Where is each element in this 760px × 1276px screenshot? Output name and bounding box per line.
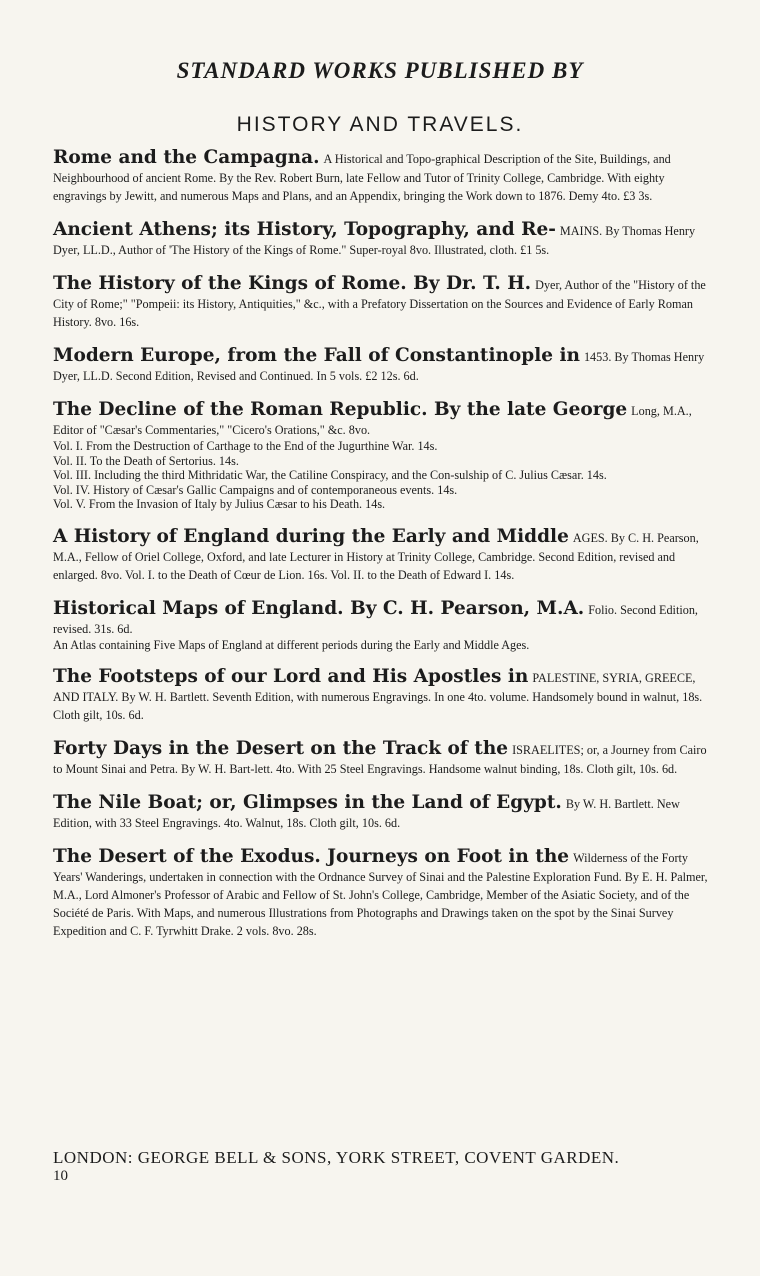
entry-paragraph	[53, 399, 708, 439]
page-number: 10	[53, 1168, 68, 1184]
entry-title: The Nile Boat; or, Glimpses in the Land of Egypt.	[53, 792, 562, 813]
catalogue-entry	[53, 273, 708, 331]
entry-title: A History of England during the Early and Middle	[53, 525, 569, 547]
entry-description: Dyer, Author of the "History of the City of Rome;" "Pompeii: its History, Antiquities," &c., with a Prefatory Dissertation on the Sources and Evidence of Early Roman History. 8vo. 16s.	[53, 278, 706, 329]
entry-volume-list	[53, 439, 708, 512]
entry-volume-line: An Atlas containing Five Maps of England at different periods during the Early and Middle Ages.	[53, 637, 530, 652]
entry-description: MAINS. By Thomas Henry Dyer, LL.D., Author of 'The History of the Kings of Rome." Super-royal 8vo. Illustrated, cloth. £1 5s.	[53, 224, 696, 257]
section-title: HISTORY AND TRAVELS.	[236, 113, 524, 136]
entries-list	[53, 147, 708, 954]
entry-paragraph	[53, 526, 708, 584]
entry-volume-line: Vol. IV. History of Cæsar's Gallic Campaigns and of contemporaneous events. 14s.	[53, 482, 458, 497]
catalogue-entry	[53, 345, 708, 385]
entry-description: By W. H. Bartlett. New Edition, with 33 Steel Engravings. 4to. Walnut, 18s. Cloth gilt, 10s. 6d.	[53, 797, 680, 830]
entry-description: ISRAELITES; or, a Journey from Cairo to Mount Sinai and Petra. By W. H. Bart-lett. 4to. With 25 Steel Engravings. Handsome walnut binding, 18s. Cloth gilt, 10s. 6d.	[53, 743, 707, 776]
entry-paragraph	[53, 345, 708, 385]
entry-paragraph	[53, 147, 708, 205]
entry-description: Long, M.A., Editor of "Cæsar's Commentaries," "Cicero's Orations," &c. 8vo.	[53, 404, 692, 437]
entry-title: Forty Days in the Desert on the Track of the	[53, 738, 509, 759]
entry-volume-line: Vol. I. From the Destruction of Carthage to the End of the Jugurthine War. 14s.	[53, 439, 438, 453]
catalogue-entry	[53, 846, 708, 940]
catalogue-entry	[53, 666, 708, 724]
publisher-imprint: LONDON: GEORGE BELL & SONS, YORK STREET, COVENT GARDEN.	[53, 1148, 620, 1167]
running-head: STANDARD WORKS PUBLISHED BY	[176, 58, 584, 83]
entry-description: Wilderness of the Forty Years' Wanderings, undertaken in connection with the Ordnance Survey of Sinai and the Palestine Exploration Fund. By E. H. Palmer, M.A., Lord Almoner's Professor of Arabic and Fellow of St. John's College, Cambridge, Member of the Asiatic Society, and of the Société de Paris. With Maps, and numerous Illustrations from Photographs and Drawings taken on the spot by the Sinai Survey Expedition and C. F. Tyrwhitt Drake. 2 vols. 8vo. 28s.	[53, 851, 708, 938]
entry-title: The History of the Kings of Rome. By Dr. T. H.	[53, 273, 532, 294]
catalogue-entry	[53, 598, 708, 653]
catalogue-entry	[53, 526, 708, 584]
entry-title: The Desert of the Exodus. Journeys on Foot in the	[53, 846, 570, 867]
entry-title: Rome and the Campagna.	[53, 147, 320, 168]
catalogue-entry	[53, 399, 708, 512]
entry-title: Modern Europe, from the Fall of Constantinople in	[53, 345, 580, 366]
entry-volume-line: Vol. II. To the Death of Sertorius. 14s.	[53, 453, 239, 468]
entry-volume-list	[53, 638, 708, 653]
entry-paragraph	[53, 219, 708, 259]
entry-description: A Historical and Topo-graphical Description of the Site, Buildings, and Neighbourhood of ancient Rome. By the Rev. Robert Burn, late Fellow and Tutor of Trinity College, Cambridge. With eighty engravings by Jewitt, and numerous Maps and Plans, and an Appendix, bringing the Work down to 1876. Demy 4to. £3 3s.	[53, 152, 671, 203]
entry-paragraph	[53, 666, 708, 724]
catalogue-entry	[53, 738, 708, 778]
catalogue-entry	[53, 792, 708, 832]
entry-volume-line: Vol. III. Including the third Mithridatic War, the Catiline Conspiracy, and the Con-sulship of C. Julius Cæsar. 14s.	[53, 468, 607, 482]
entry-volume-line: Vol. V. From the Invasion of Italy by Julius Cæsar to his Death. 14s.	[53, 497, 386, 511]
entry-title: The Decline of the Roman Republic. By the late George	[53, 399, 628, 420]
entry-title: Historical Maps of England. By C. H. Pearson, M.A.	[53, 597, 585, 619]
entry-description: Folio. Second Edition, revised. 31s. 6d.	[53, 602, 698, 636]
entry-description: PALESTINE, SYRIA, GREECE, AND ITALY. By W. H. Bartlett. Seventh Edition, with numerous Engravings. In one 4to. volume. Handsomely bound in walnut, 18s. Cloth gilt, 10s. 6d.	[53, 671, 703, 722]
entry-paragraph	[53, 738, 708, 778]
catalogue-entry	[53, 219, 708, 259]
entry-paragraph	[53, 792, 708, 832]
publisher-footer	[53, 1148, 708, 1168]
entry-paragraph	[53, 846, 708, 940]
catalogue-entry	[53, 147, 708, 205]
entry-description: 1453. By Thomas Henry Dyer, LL.D. Second Edition, Revised and Continued. In 5 vols. £2 12s. 6d.	[53, 350, 705, 383]
entry-paragraph	[53, 598, 708, 638]
entry-paragraph	[53, 273, 708, 331]
entry-title: Ancient Athens; its History, Topography, and Re-	[53, 219, 556, 240]
entry-description: AGES. By C. H. Pearson, M.A., Fellow of Oriel College, Oxford, and late Lecturer in History at Trinity College, Cambridge. Second Edition, revised and enlarged. 8vo. Vol. I. to the Death of Cœur de Lion. 16s. Vol. II. to the Death of Edward I. 14s.	[53, 530, 699, 582]
entry-title: The Footsteps of our Lord and His Apostles in	[53, 666, 529, 687]
